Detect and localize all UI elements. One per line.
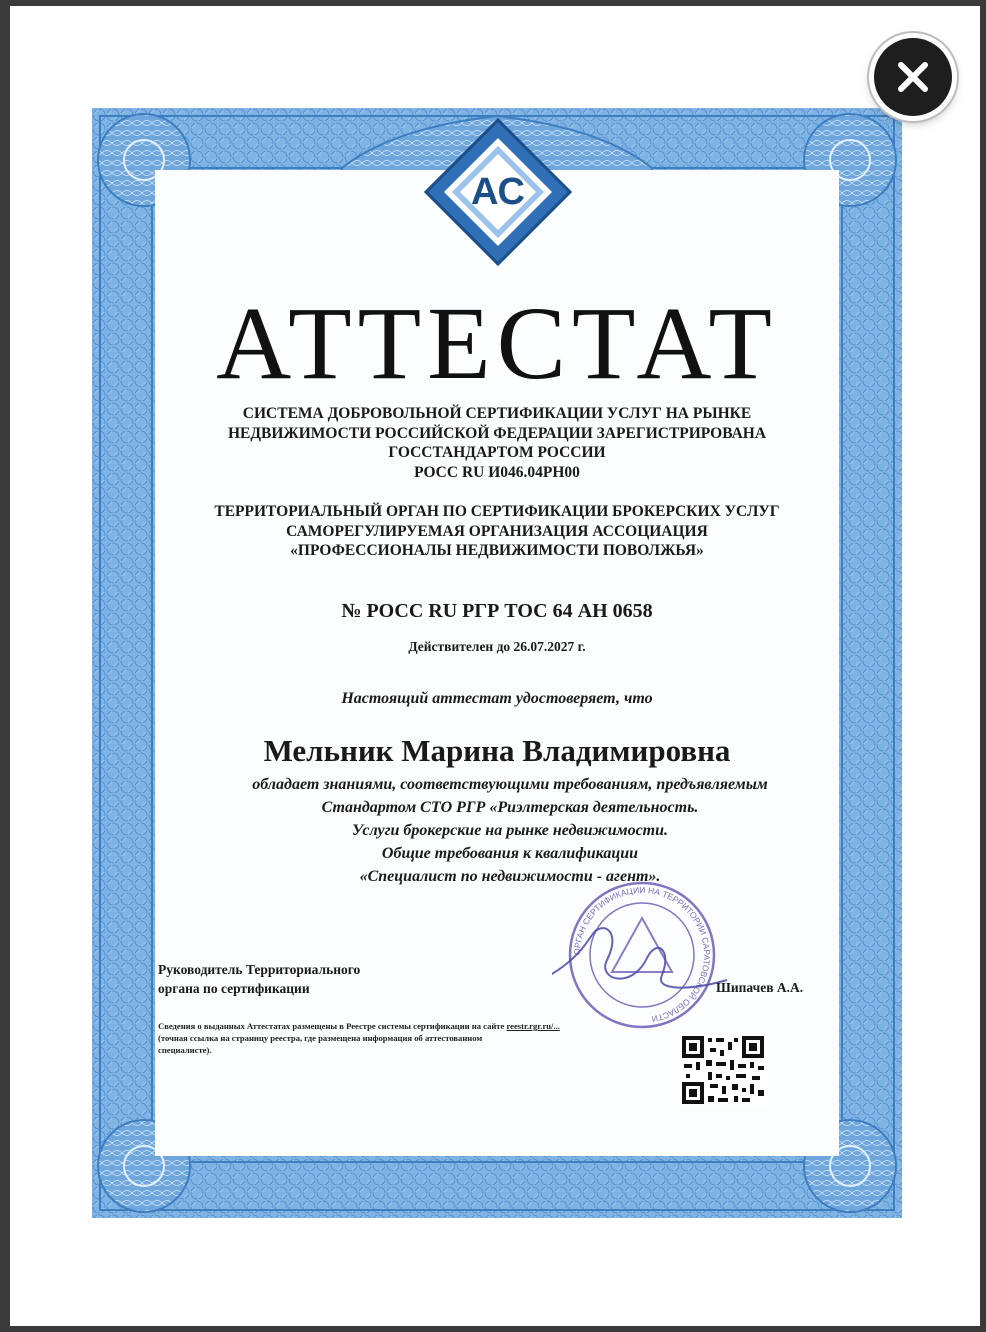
svg-text:ОРГАН СЕРТИФИКАЦИИ НА ТЕРРИТОР [572,885,712,1024]
stamp-text: ОРГАН СЕРТИФИКАЦИИ НА ТЕРРИТОРИИ САРАТОВСКОЙ ОБЛАСТИ [571,884,713,1025]
certifies-statement: Настоящий аттестат удостоверяет, что [341,690,653,707]
close-button[interactable] [874,38,952,116]
holder-name: Мельник Марина Владимировна [263,733,731,768]
org-line: ТЕРРИТОРИАЛЬНЫЙ ОРГАН ПО СЕРТИФИКАЦИИ БРОКЕРСКИХ УСЛУГ [214,503,780,520]
org-line: «ПРОФЕССИОНАЛЫ НЕДВИЖИМОСТИ ПОВОЛЖЬЯ» [290,542,704,559]
system-line: НЕДВИЖИМОСТИ РОССИЙСКОЙ ФЕДЕРАЦИИ ЗАРЕГИСТРИРОВАНА [227,424,767,442]
qr-code [680,1034,766,1106]
signer-role [158,960,360,998]
qualification-line: Услуги брокерские на рынке недвижимости. [351,822,669,839]
system-block [155,404,839,482]
system-registration: РОСС RU И046.04РН00 [414,463,580,481]
registry-line-3: специалисте). [158,1045,212,1055]
role-line: органа по сертификации [158,981,310,996]
logo-letters: АС [471,171,525,213]
certificate-number: № РОСС RU РГР ТОС 64 АН 0658 [341,600,653,622]
registry-text: Сведения о выданных Аттестатах размещены в Реестре системы сертификации на сайте [158,1021,507,1031]
ac-logo [424,118,572,266]
close-icon [874,38,952,116]
system-line: ГОССТАНДАРТОМ РОССИИ [388,444,606,461]
official-stamp [552,880,732,1030]
registry-line-1 [158,1020,778,1032]
org-line: САМОРЕГУЛИРУЕМАЯ ОРГАНИЗАЦИЯ АССОЦИАЦИЯ [286,522,708,540]
qualification-line: обладает знаниями, соответствующими требованиям, предъявляемым [252,776,768,793]
system-line: СИСТЕМА ДОБРОВОЛЬНОЙ СЕРТИФИКАЦИИ УСЛУГ НА РЫНКЕ [242,405,752,422]
qualification-text [170,773,850,888]
certificate-title: АТТЕСТАТ [216,286,778,401]
role-line: Руководитель Территориального [158,962,361,977]
organization-block [155,502,839,561]
valid-until: Действителен до 26.07.2027 г. [408,639,586,654]
qualification-line: Общие требования к квалификации [381,845,639,862]
qualification-line: Стандартом СТО РГР «Риэлтерская деятельность. [321,799,699,816]
signer-name: Шипачев А.А. [716,980,804,995]
qualification-line: «Специалист по недвижимости - агент». [359,868,661,885]
registry-link: reestr.rgr.ru/... [506,1021,560,1031]
registry-line-2: (точная ссылка на страницу реестра, где размещена информация об аттестованном [158,1033,483,1043]
